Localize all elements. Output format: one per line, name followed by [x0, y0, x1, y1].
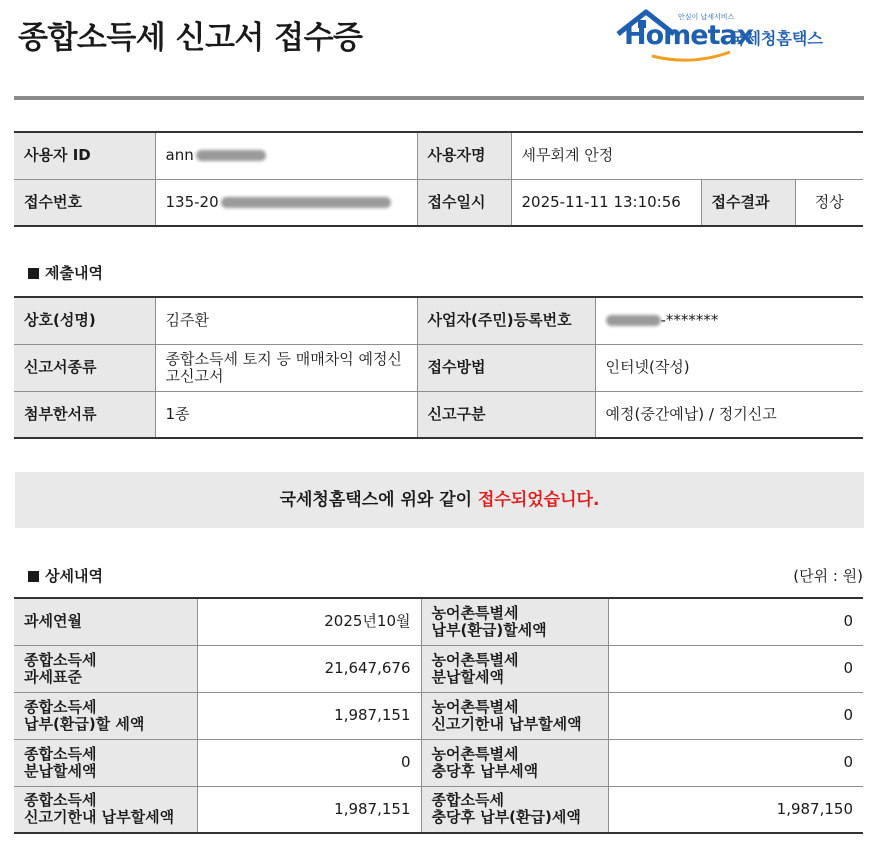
submission-table	[14, 296, 863, 439]
detail-right-value: 0	[608, 739, 863, 786]
method-label: 접수방법	[417, 344, 595, 391]
redaction-mark	[221, 197, 391, 208]
detail-right-value: 0	[608, 645, 863, 692]
detail-row	[14, 692, 863, 739]
banner-text: 국세청홈택스에 위와 같이	[279, 490, 478, 510]
detail-left-label: 종합소득세 과세표준	[14, 645, 197, 692]
attach-label: 첨부한서류	[14, 391, 155, 438]
result-label: 접수결과	[701, 179, 795, 226]
page-title: 종합소득세 신고서 접수증	[18, 20, 363, 56]
unit-label: (단위 : 원)	[793, 567, 863, 585]
detail-row	[14, 645, 863, 692]
detail-right-label: 농어촌특별세 납부(환급)할세액	[421, 598, 608, 645]
detail-row	[14, 786, 863, 833]
receipt-no-label: 접수번호	[14, 179, 155, 226]
detail-right-label: 농어촌특별세 충당후 납부세액	[421, 739, 608, 786]
detail-left-label: 종합소득세 신고기한내 납부할세액	[14, 786, 197, 833]
detail-left-label: 종합소득세 납부(환급)할 세액	[14, 692, 197, 739]
detail-left-value: 0	[197, 739, 421, 786]
receipt-info-table	[14, 131, 863, 227]
detail-table	[14, 597, 863, 834]
submission-section-title: 제출내역	[28, 262, 103, 283]
result-value: 정상	[795, 179, 863, 226]
detail-left-value: 2025년10월	[197, 598, 421, 645]
banner-text-highlight: 접수되었습니다.	[477, 490, 600, 510]
detail-right-value: 0	[608, 692, 863, 739]
logo-tagline: 안심이 납세서비스	[678, 13, 735, 21]
category-label: 신고구분	[417, 391, 595, 438]
redaction-mark	[606, 315, 661, 326]
receipt-date-value: 2025-11-11 13:10:56	[511, 179, 701, 226]
name-label: 상호(성명)	[14, 297, 155, 344]
detail-row	[14, 598, 863, 645]
name-value: 김주환	[155, 297, 417, 344]
detail-left-label: 종합소득세 분납할세액	[14, 739, 197, 786]
header-divider	[14, 96, 864, 100]
method-value: 인터넷(작성)	[595, 344, 863, 391]
square-bullet-icon	[28, 571, 39, 582]
detail-left-value: 21,647,676	[197, 645, 421, 692]
logo-name: 국세청홈택스	[730, 29, 823, 48]
receipt-no-value: 135-20	[155, 179, 417, 226]
detail-right-value: 1,987,150	[608, 786, 863, 833]
user-name-label: 사용자명	[417, 132, 511, 179]
receipt-date-label: 접수일시	[417, 179, 511, 226]
reg-no-label: 사업자(주민)등록번호	[417, 297, 595, 344]
user-name-value: 세무회계 안정	[511, 132, 863, 179]
detail-right-value: 0	[608, 598, 863, 645]
reg-no-value: -*******	[595, 297, 863, 344]
user-id-label: 사용자 ID	[14, 132, 155, 179]
square-bullet-icon	[28, 268, 39, 279]
detail-right-label: 농어촌특별세 분납할세액	[421, 645, 608, 692]
user-id-value: ann	[155, 132, 417, 179]
attach-value: 1종	[155, 391, 417, 438]
redaction-mark	[196, 150, 266, 161]
detail-row	[14, 739, 863, 786]
detail-right-label: 종합소득세 충당후 납부(환급)세액	[421, 786, 608, 833]
detail-left-value: 1,987,151	[197, 786, 421, 833]
detail-right-label: 농어촌특별세 신고기한내 납부할세액	[421, 692, 608, 739]
hometax-logo	[612, 6, 852, 62]
logo-brand: Hometax	[624, 20, 754, 51]
confirmation-banner	[15, 472, 864, 528]
detail-section-title: 상세내역	[28, 565, 103, 586]
detail-left-label: 과세연월	[14, 598, 197, 645]
detail-left-value: 1,987,151	[197, 692, 421, 739]
category-value: 예정(중간예납) / 정기신고	[595, 391, 863, 438]
form-type-value: 종합소득세 토지 등 매매차익 예정신고신고서	[155, 344, 417, 391]
form-type-label: 신고서종류	[14, 344, 155, 391]
